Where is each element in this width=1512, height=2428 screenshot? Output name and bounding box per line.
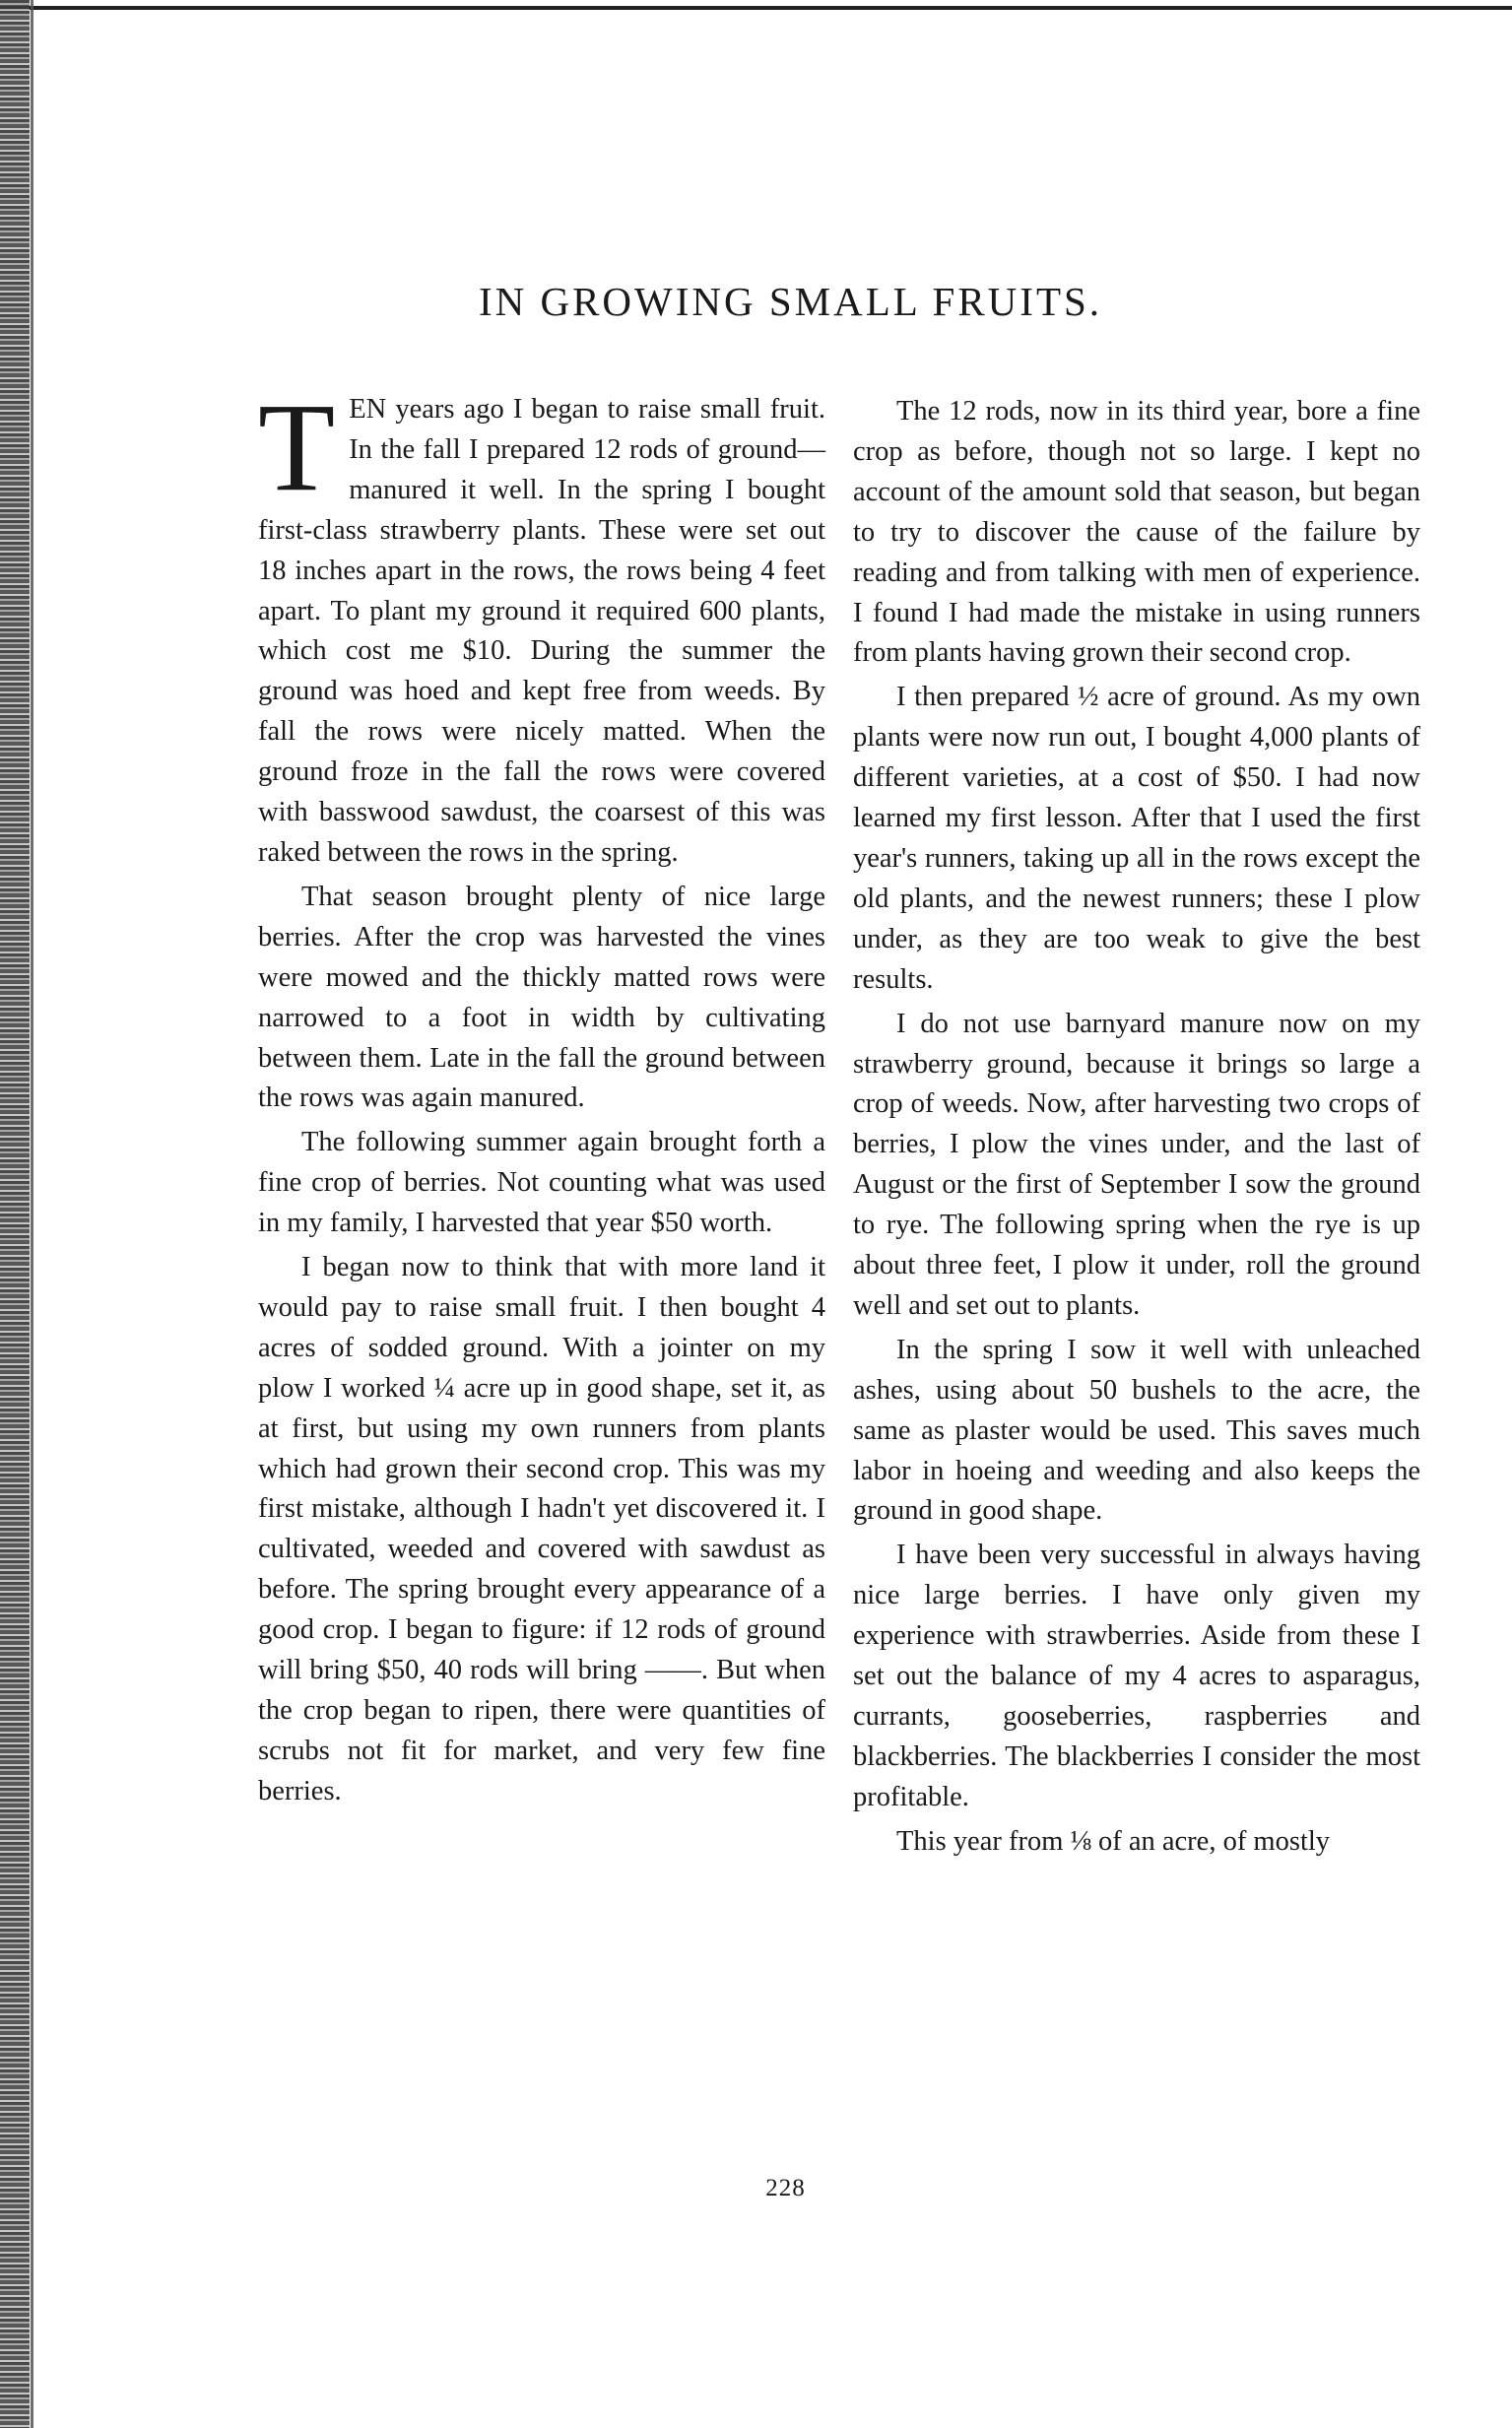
paragraph-7: I do not use barnyard manure now on my strawberry ground, because it brings so large a crop of weeds. Now, after harvesting two crops of berries, I plow the vines under, and the last of August or the first of September I sow the ground to rye. The following spring when the rye is up about three feet, I plow it under, roll the ground well and set out to plants. — [853, 1008, 1420, 1321]
paragraph-2: That season brought plenty of nice large berries. After the crop was harvested the vines were mowed and the thickly matted rows were narrowed to a foot in width by cultivating between them. Late in the fall the ground between the rows was again manured. — [258, 881, 825, 1114]
top-border-rule — [0, 6, 1512, 10]
paragraph-1-text: EN years ago I began to raise small fruit. In the fall I prepared 12 rods of ground—manured it well. In the spring I bought first-class strawberry plants. These were set out 18 inches apart in the rows, the rows being 4 feet apart. To plant my ground it required 600 plants, which cost me $10. During the summer the ground was hoed and kept free from weeds. By fall the rows were nicely matted. When the ground froze in the fall the rows were covered with basswood sawdust, the coarsest of this was raked between the rows in the spring. — [258, 394, 825, 868]
paragraph-8: In the spring I sow it well with unleached ashes, using about 50 bushels to the acre, the same as plaster would be used. This saves much labor in hoeing and weeding and also keeps the ground in good shape. — [853, 1334, 1420, 1527]
paragraph-10: This year from ⅛ of an acre, of mostly — [896, 1825, 1331, 1857]
paragraph-6: I then prepared ½ acre of ground. As my own plants were now run out, I bought 4,000 plants of different varieties, at a cost of $50. I had now learned my first lesson. After that I used the first year's runners, taking up all in the rows except the old plants, and the newest runners; these I plow under, as they are too weak to give the best results. — [853, 682, 1420, 995]
paragraph-9: I have been very successful in always having nice large berries. I have only given my experience with strawberries. Aside from these I set out the balance of my 4 acres to asparagus, currants, gooseberries, raspberries and blackberries. The blackberries I consider the most profitable. — [853, 1540, 1420, 1812]
paragraph-3: The following summer again brought forth a fine crop of berries. Not counting what was used in my family, I harvested that year $50 worth. — [258, 1127, 825, 1239]
paragraph-5: The 12 rods, now in its third year, bore a fine crop as before, though not so large. I kept no account of the amount sold that season, but began to try to discover the cause of the failure by reading and from talking with men of experience. I found I had made the mistake in using runners from plants having grown their second crop. — [853, 396, 1420, 669]
scanned-binding-edge — [0, 0, 30, 2428]
right-text-column — [853, 392, 1420, 1867]
article-title: IN GROWING SMALL FRUITS. — [478, 279, 1103, 324]
drop-cap-letter: T — [258, 377, 336, 517]
paragraph-4: I began now to think that with more land it would pay to raise small fruit. I then bought 4 acres of sodded ground. With a jointer on my plow I worked ¼ acre up in good shape, set it, as at first, but using my own runners from plants which had grown their second crop. This was my first mistake, although I hadn't yet discovered it. I cultivated, weeded and covered with sawdust as before. The spring brought every appearance of a good crop. I began to figure: if 12 rods of ground will bring $50, 40 rods will bring ——. But when the crop began to ripen, there were quantities of scrubs not fit for market, and very few fine berries. — [258, 1252, 825, 1806]
left-text-column — [258, 377, 825, 1816]
page-number: 228 — [765, 2175, 806, 2201]
paragraph-1 — [258, 377, 825, 874]
